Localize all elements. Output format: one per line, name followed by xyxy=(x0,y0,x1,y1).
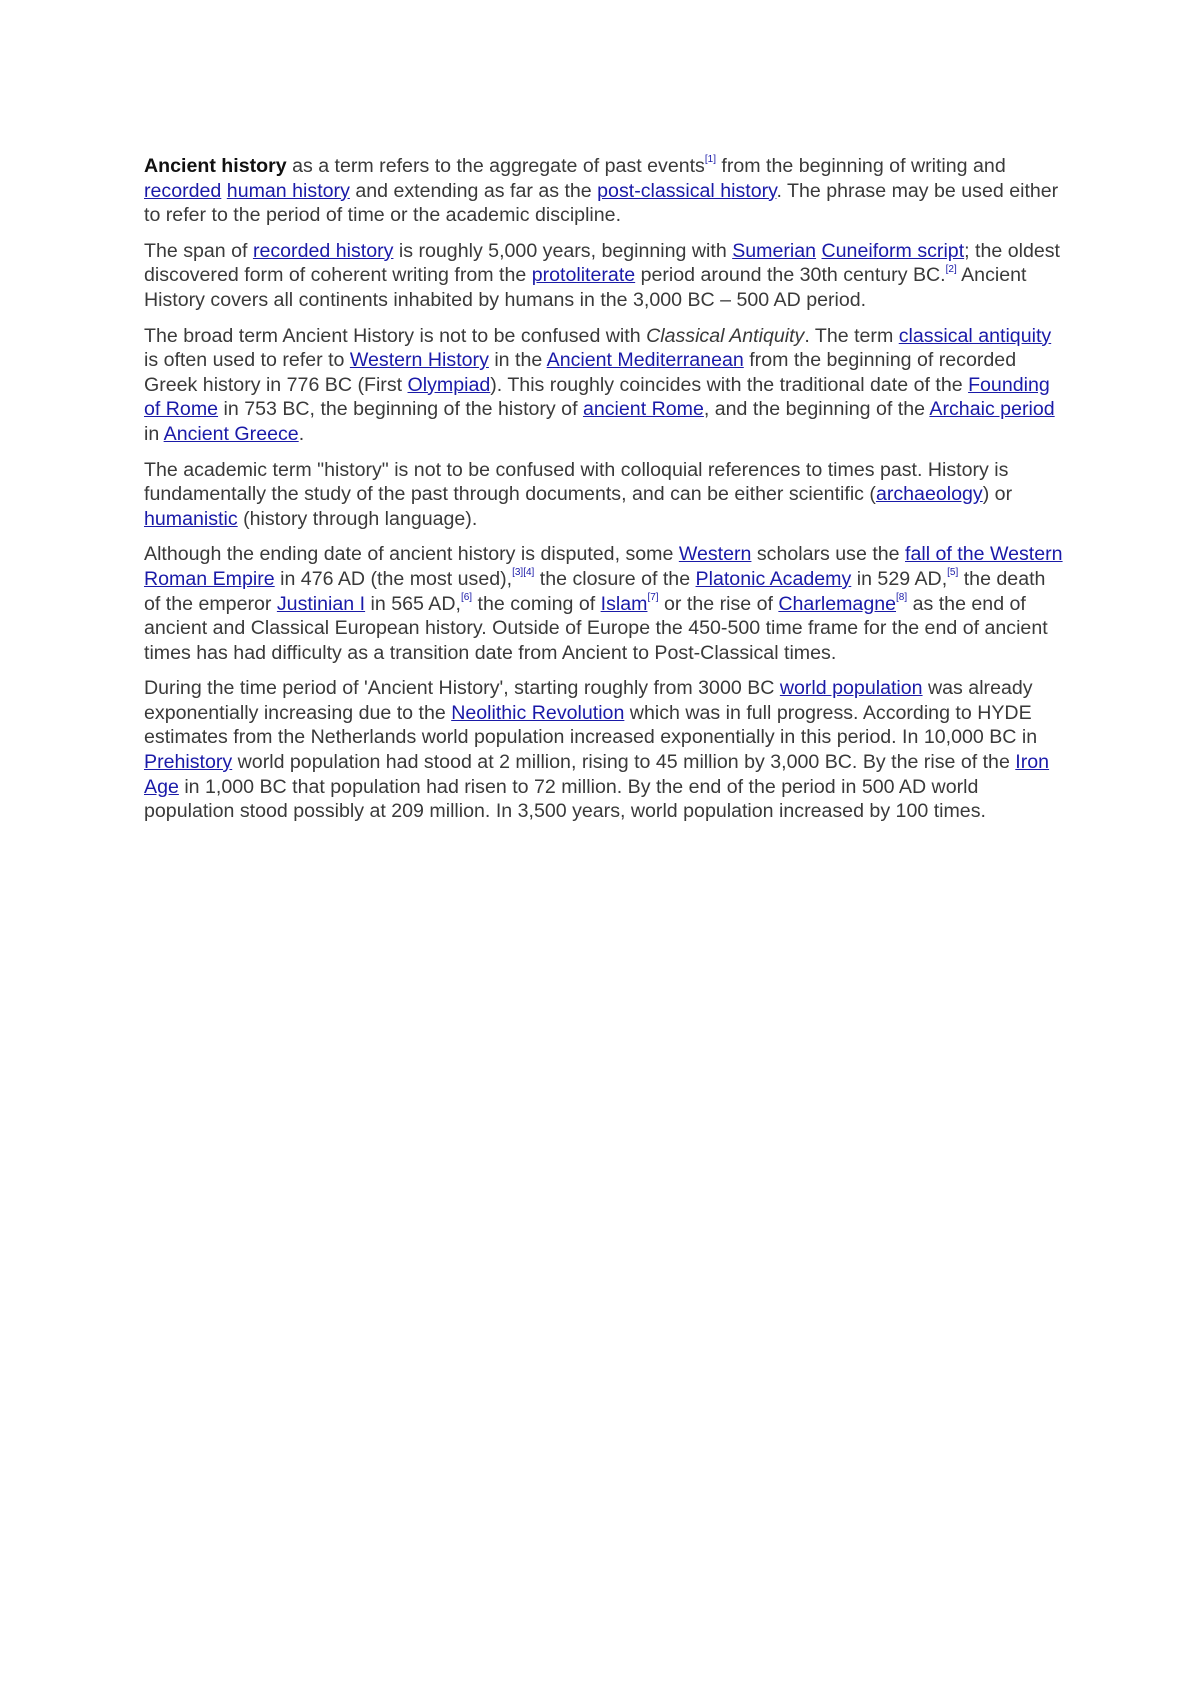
link-fall-of-western-roman-empire[interactable]: fall of the Western Roman Empire xyxy=(144,543,1063,590)
text-span: was already exponentially increasing due to the xyxy=(144,677,1033,724)
reference-8[interactable]: [8] xyxy=(896,591,908,603)
text-span: scholars use the xyxy=(751,543,906,566)
link-archaeology[interactable]: archaeology xyxy=(875,483,983,506)
link-ancient-mediterranean[interactable]: Ancient Mediterranean xyxy=(546,349,744,372)
text-span: from the beginning of writing and xyxy=(715,155,1006,177)
link-recorded[interactable]: recorded xyxy=(144,179,222,202)
reference-7[interactable]: [7] xyxy=(647,591,659,603)
link-human-history[interactable]: human history xyxy=(226,179,350,202)
paragraph-span xyxy=(144,239,1064,313)
bold-term: Ancient history xyxy=(144,155,287,177)
text-span: or the rise of xyxy=(658,592,779,615)
link-iron-age[interactable]: Iron Age xyxy=(144,751,1050,798)
text-span: in 476 AD (the most used), xyxy=(274,567,513,590)
text-span: . The phrase may be used either to refer to the period of time or the academic discipline. xyxy=(144,179,1059,227)
link-world-population[interactable]: world population xyxy=(779,677,923,700)
text-span: . xyxy=(298,422,305,445)
link-protoliterate[interactable]: protoliterate xyxy=(531,264,636,287)
reference-6[interactable]: [6] xyxy=(460,591,473,603)
text-span: in 565 AD, xyxy=(365,592,461,615)
link-islam[interactable]: Islam xyxy=(600,592,648,615)
link-sumerian[interactable]: Sumerian xyxy=(732,239,817,262)
link-humanistic[interactable]: humanistic xyxy=(144,507,238,530)
text-span: in 1,000 BC that population had risen to 72 million. By the end of the period in 500 AD world population stood possibly at 209 million. In 3,500 years, world population increased by 100 times. xyxy=(144,775,986,823)
text-span: ; the oldest discovered form of coherent writing from the xyxy=(144,239,1060,287)
link-founding-of-rome[interactable]: Founding of Rome xyxy=(144,373,1050,421)
link-post-classical-history[interactable]: post-classical history xyxy=(597,179,777,202)
text-span: world population had stood at 2 million, rising to 45 million by 3,000 BC. By the rise of the xyxy=(232,751,1016,774)
link-classical-antiquity[interactable]: classical antiquity xyxy=(898,324,1052,347)
text-span: the death of the emperor xyxy=(144,567,1046,615)
reference-1[interactable]: [1] xyxy=(704,154,716,166)
link-ancient-rome[interactable]: ancient Rome xyxy=(582,398,704,421)
text-span: as the end of ancient and Classical European history. Outside of Europe the 450-500 time frame for the end of ancient times has had difficulty as a transition date from Ancient to Post-Classical times. xyxy=(144,592,1048,664)
text-span: . The term xyxy=(804,324,899,347)
paragraph-classical-antiquity xyxy=(144,324,1064,447)
link-archaic-period[interactable]: Archaic period xyxy=(929,398,1055,421)
text-span: ). This roughly coincides with the traditional date of the xyxy=(490,373,969,396)
reference-5[interactable]: [5] xyxy=(947,567,959,579)
text-span: (history through language). xyxy=(237,507,478,530)
paragraph-intro xyxy=(144,154,1064,228)
text-span: in 753 BC, the beginning of the history of xyxy=(218,398,583,421)
text-span: the coming of xyxy=(472,592,601,615)
link-neolithic-revolution[interactable]: Neolithic Revolution xyxy=(451,701,625,724)
text-span: The span of xyxy=(144,239,253,262)
paragraph-population xyxy=(144,676,1064,824)
link-ancient-greece[interactable]: Ancient Greece xyxy=(163,422,299,445)
paragraph-academic-term xyxy=(144,458,1064,532)
text-span: is often used to refer to xyxy=(144,349,350,372)
text-span: as a term refers to the aggregate of past events xyxy=(286,155,705,177)
link-olympiad[interactable]: Olympiad xyxy=(407,373,491,396)
link-recorded-history[interactable]: recorded history xyxy=(252,239,394,262)
link-cuneiform-script[interactable]: Cuneiform script xyxy=(821,239,965,262)
link-platonic-academy[interactable]: Platonic Academy xyxy=(695,567,852,590)
text-span: The broad term Ancient History is not to be confused with xyxy=(144,324,647,347)
text-span: the closure of the xyxy=(534,567,696,590)
document-body xyxy=(144,154,1064,835)
text-span: During the time period of 'Ancient History', starting roughly from 3000 BC xyxy=(144,677,780,700)
reference-3-4[interactable]: [3][4] xyxy=(512,567,535,579)
text-span: which was in full progress. According to HYDE estimates from the Netherlands world population increased exponentially in this period. In 10,000 BC in xyxy=(144,701,1038,749)
text-span: in 529 AD, xyxy=(851,567,948,590)
text-span: is roughly 5,000 years, beginning with xyxy=(393,239,733,262)
paragraph-ending-date xyxy=(144,542,1064,665)
text-span: in the xyxy=(488,349,547,372)
link-western-history[interactable]: Western History xyxy=(349,349,489,372)
text-span: period around the 30th century BC. xyxy=(635,264,946,287)
italic-term: Classical Antiquity xyxy=(646,324,805,347)
link-western[interactable]: Western xyxy=(678,543,752,566)
link-charlemagne[interactable]: Charlemagne xyxy=(778,592,897,615)
text-span: in xyxy=(144,422,164,445)
text-span: from the beginning of recorded Greek history in 776 BC (First xyxy=(144,349,1017,396)
text-span: The academic term "history" is not to be confused with colloquial references to times past. History is fundamentally the study of the past through documents, and can be either scientific ( xyxy=(144,458,1009,506)
link-prehistory[interactable]: Prehistory xyxy=(144,751,233,774)
text-span: and extending as far as the xyxy=(349,179,598,202)
text-span: ) or xyxy=(982,483,1013,506)
text-span: , and the beginning of the xyxy=(703,398,930,421)
text-span: Although the ending date of ancient history is disputed, some xyxy=(144,543,679,566)
text-span: Ancient History covers all continents inhabited by humans in the 3,000 BC – 500 AD period. xyxy=(144,264,1027,311)
link-justinian[interactable]: Justinian I xyxy=(276,592,366,615)
reference-2[interactable]: [2] xyxy=(945,263,957,275)
